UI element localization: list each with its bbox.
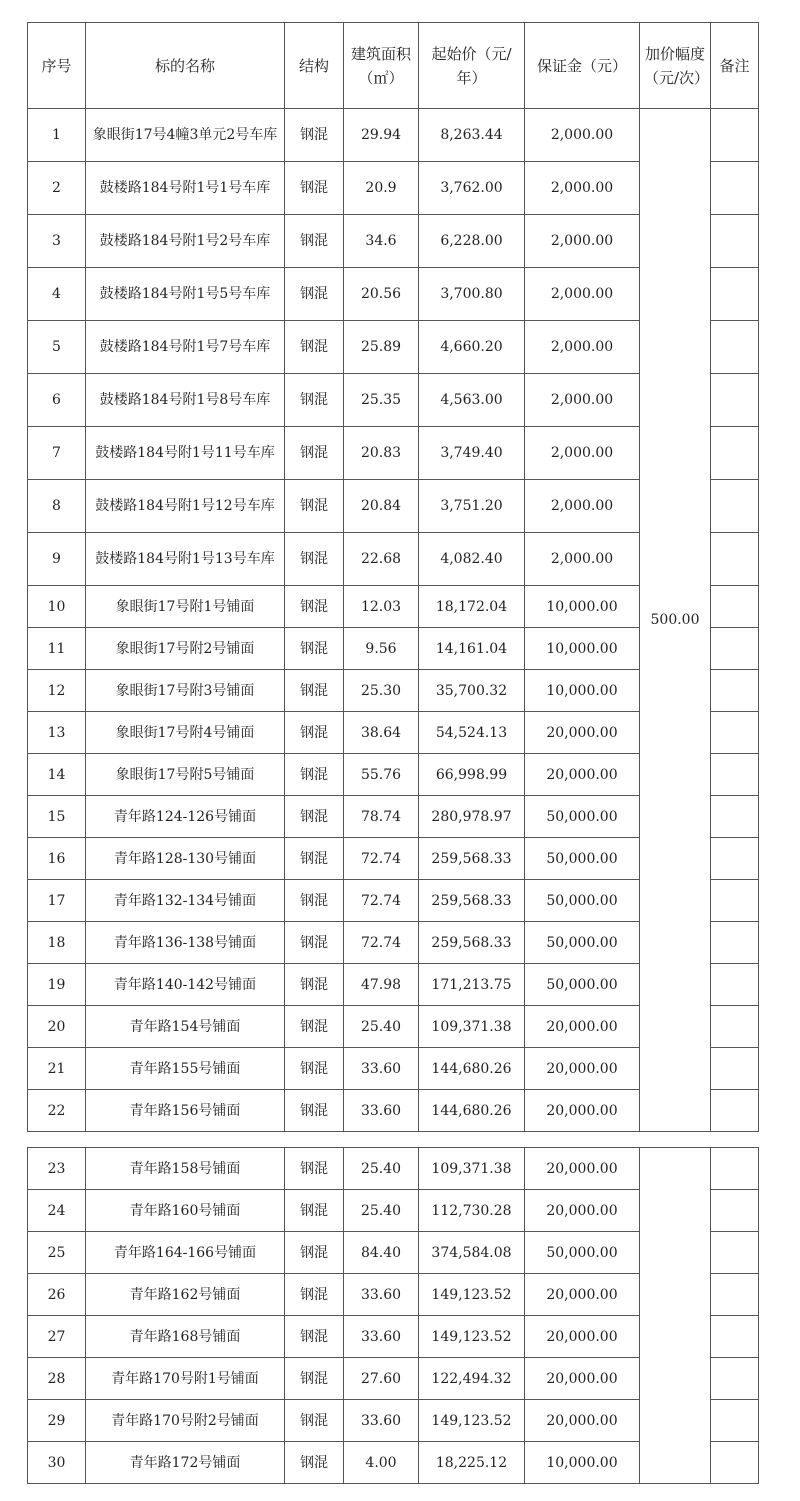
cell-deposit: 50,000.00 — [525, 796, 640, 838]
cell-area: 33.60 — [344, 1400, 419, 1442]
cell-name: 鼓楼路184号附1号1号车库 — [86, 162, 285, 215]
cell-name: 青年路164-166号铺面 — [86, 1232, 285, 1274]
cell-structure: 钢混 — [285, 670, 344, 712]
cell-deposit: 50,000.00 — [525, 922, 640, 964]
cell-no: 8 — [28, 480, 86, 533]
cell-remark — [711, 1358, 759, 1400]
cell-name: 象眼街17号附2号铺面 — [86, 628, 285, 670]
header-deposit: 保证金（元） — [525, 23, 640, 109]
cell-structure: 钢混 — [285, 754, 344, 796]
cell-structure: 钢混 — [285, 162, 344, 215]
cell-deposit: 10,000.00 — [525, 628, 640, 670]
cell-no: 14 — [28, 754, 86, 796]
cell-start-price: 14,161.04 — [419, 628, 525, 670]
cell-no: 20 — [28, 1006, 86, 1048]
cell-area: 20.84 — [344, 480, 419, 533]
header-increment: 加价幅度（元/次） — [640, 23, 711, 109]
cell-deposit: 20,000.00 — [525, 1358, 640, 1400]
cell-name: 鼓楼路184号附1号8号车库 — [86, 374, 285, 427]
cell-no: 3 — [28, 215, 86, 268]
cell-structure: 钢混 — [285, 374, 344, 427]
cell-remark — [711, 1048, 759, 1090]
cell-start-price: 18,225.12 — [419, 1442, 525, 1484]
cell-name: 青年路155号铺面 — [86, 1048, 285, 1090]
cell-remark — [711, 374, 759, 427]
cell-structure: 钢混 — [285, 427, 344, 480]
cell-remark — [711, 162, 759, 215]
cell-start-price: 3,751.20 — [419, 480, 525, 533]
cell-name: 鼓楼路184号附1号11号车库 — [86, 427, 285, 480]
cell-no: 17 — [28, 880, 86, 922]
cell-area: 33.60 — [344, 1048, 419, 1090]
cell-no: 26 — [28, 1274, 86, 1316]
cell-structure: 钢混 — [285, 268, 344, 321]
cell-area: 22.68 — [344, 533, 419, 586]
cell-start-price: 112,730.28 — [419, 1190, 525, 1232]
cell-remark — [711, 1006, 759, 1048]
header-no: 序号 — [28, 23, 86, 109]
cell-no: 28 — [28, 1358, 86, 1400]
cell-remark — [711, 1316, 759, 1358]
cell-start-price: 3,749.40 — [419, 427, 525, 480]
cell-structure: 钢混 — [285, 1190, 344, 1232]
cell-remark — [711, 1190, 759, 1232]
cell-start-price: 144,680.26 — [419, 1090, 525, 1132]
cell-deposit: 2,000.00 — [525, 268, 640, 321]
cell-no: 7 — [28, 427, 86, 480]
cell-structure: 钢混 — [285, 321, 344, 374]
cell-name: 青年路156号铺面 — [86, 1090, 285, 1132]
cell-no: 13 — [28, 712, 86, 754]
cell-deposit: 2,000.00 — [525, 374, 640, 427]
cell-area: 72.74 — [344, 880, 419, 922]
cell-deposit: 10,000.00 — [525, 670, 640, 712]
cell-deposit: 2,000.00 — [525, 480, 640, 533]
cell-structure: 钢混 — [285, 628, 344, 670]
cell-area: 20.83 — [344, 427, 419, 480]
cell-start-price: 35,700.32 — [419, 670, 525, 712]
table-row — [28, 109, 759, 162]
table-body-part-2 — [28, 1148, 759, 1484]
cell-structure: 钢混 — [285, 1148, 344, 1190]
table-row — [28, 1148, 759, 1190]
cell-no: 22 — [28, 1090, 86, 1132]
cell-start-price: 109,371.38 — [419, 1148, 525, 1190]
cell-remark — [711, 838, 759, 880]
lot-table-part-2 — [27, 1147, 759, 1484]
cell-name: 青年路154号铺面 — [86, 1006, 285, 1048]
cell-name: 鼓楼路184号附1号12号车库 — [86, 480, 285, 533]
cell-structure: 钢混 — [285, 1006, 344, 1048]
cell-structure: 钢混 — [285, 922, 344, 964]
cell-remark — [711, 964, 759, 1006]
cell-area: 72.74 — [344, 838, 419, 880]
cell-name: 鼓楼路184号附1号5号车库 — [86, 268, 285, 321]
cell-no: 21 — [28, 1048, 86, 1090]
cell-name: 象眼街17号4幢3单元2号车库 — [86, 109, 285, 162]
cell-remark — [711, 586, 759, 628]
cell-deposit: 20,000.00 — [525, 1316, 640, 1358]
cell-start-price: 259,568.33 — [419, 880, 525, 922]
cell-remark — [711, 480, 759, 533]
cell-area: 33.60 — [344, 1316, 419, 1358]
cell-deposit: 20,000.00 — [525, 1148, 640, 1190]
cell-deposit: 2,000.00 — [525, 109, 640, 162]
cell-remark — [711, 321, 759, 374]
cell-start-price: 66,998.99 — [419, 754, 525, 796]
cell-deposit: 2,000.00 — [525, 162, 640, 215]
cell-area: 25.40 — [344, 1148, 419, 1190]
cell-name: 象眼街17号附5号铺面 — [86, 754, 285, 796]
cell-start-price: 144,680.26 — [419, 1048, 525, 1090]
cell-remark — [711, 1400, 759, 1442]
cell-structure: 钢混 — [285, 1048, 344, 1090]
cell-structure: 钢混 — [285, 1400, 344, 1442]
cell-remark — [711, 533, 759, 586]
cell-structure: 钢混 — [285, 1442, 344, 1484]
table-body-part-1 — [28, 109, 759, 1132]
cell-remark — [711, 109, 759, 162]
cell-no: 10 — [28, 586, 86, 628]
cell-structure: 钢混 — [285, 215, 344, 268]
cell-name: 青年路160号铺面 — [86, 1190, 285, 1232]
cell-area: 27.60 — [344, 1358, 419, 1400]
cell-area: 25.30 — [344, 670, 419, 712]
cell-remark — [711, 712, 759, 754]
cell-structure: 钢混 — [285, 712, 344, 754]
cell-remark — [711, 628, 759, 670]
cell-no: 12 — [28, 670, 86, 712]
cell-no: 23 — [28, 1148, 86, 1190]
cell-name: 青年路158号铺面 — [86, 1148, 285, 1190]
cell-name: 青年路140-142号铺面 — [86, 964, 285, 1006]
header-area: 建筑面积（㎡） — [344, 23, 419, 109]
cell-structure: 钢混 — [285, 880, 344, 922]
cell-structure: 钢混 — [285, 533, 344, 586]
cell-start-price: 3,762.00 — [419, 162, 525, 215]
cell-area: 84.40 — [344, 1232, 419, 1274]
cell-no: 27 — [28, 1316, 86, 1358]
cell-area: 72.74 — [344, 922, 419, 964]
cell-deposit: 20,000.00 — [525, 1190, 640, 1232]
cell-remark — [711, 1232, 759, 1274]
cell-no: 24 — [28, 1190, 86, 1232]
cell-deposit: 50,000.00 — [525, 838, 640, 880]
cell-start-price: 4,660.20 — [419, 321, 525, 374]
cell-deposit: 20,000.00 — [525, 1090, 640, 1132]
cell-start-price: 259,568.33 — [419, 922, 525, 964]
cell-structure: 钢混 — [285, 1232, 344, 1274]
cell-deposit: 20,000.00 — [525, 1006, 640, 1048]
cell-area: 33.60 — [344, 1090, 419, 1132]
cell-structure: 钢混 — [285, 109, 344, 162]
cell-structure: 钢混 — [285, 964, 344, 1006]
cell-remark — [711, 1274, 759, 1316]
cell-area: 25.35 — [344, 374, 419, 427]
cell-no: 4 — [28, 268, 86, 321]
cell-start-price: 109,371.38 — [419, 1006, 525, 1048]
cell-area: 9.56 — [344, 628, 419, 670]
lot-table-part-1 — [27, 22, 759, 1132]
cell-no: 11 — [28, 628, 86, 670]
cell-start-price: 18,172.04 — [419, 586, 525, 628]
cell-start-price: 122,494.32 — [419, 1358, 525, 1400]
cell-remark — [711, 796, 759, 838]
cell-name: 青年路132-134号铺面 — [86, 880, 285, 922]
cell-no: 19 — [28, 964, 86, 1006]
cell-structure: 钢混 — [285, 1274, 344, 1316]
cell-area: 47.98 — [344, 964, 419, 1006]
cell-name: 象眼街17号附3号铺面 — [86, 670, 285, 712]
cell-name: 青年路124-126号铺面 — [86, 796, 285, 838]
cell-deposit: 10,000.00 — [525, 1442, 640, 1484]
cell-area: 12.03 — [344, 586, 419, 628]
cell-deposit: 50,000.00 — [525, 880, 640, 922]
cell-deposit: 50,000.00 — [525, 964, 640, 1006]
cell-no: 9 — [28, 533, 86, 586]
cell-remark — [711, 1442, 759, 1484]
cell-area: 29.94 — [344, 109, 419, 162]
cell-deposit: 20,000.00 — [525, 712, 640, 754]
cell-name: 青年路172号铺面 — [86, 1442, 285, 1484]
cell-area: 38.64 — [344, 712, 419, 754]
cell-area: 4.00 — [344, 1442, 419, 1484]
cell-remark — [711, 880, 759, 922]
cell-start-price: 259,568.33 — [419, 838, 525, 880]
cell-no: 15 — [28, 796, 86, 838]
cell-no: 25 — [28, 1232, 86, 1274]
cell-deposit: 2,000.00 — [525, 215, 640, 268]
cell-name: 青年路136-138号铺面 — [86, 922, 285, 964]
cell-structure: 钢混 — [285, 1090, 344, 1132]
cell-name: 青年路170号附2号铺面 — [86, 1400, 285, 1442]
cell-area: 25.40 — [344, 1190, 419, 1232]
cell-name: 鼓楼路184号附1号13号车库 — [86, 533, 285, 586]
cell-area: 34.6 — [344, 215, 419, 268]
cell-remark — [711, 268, 759, 321]
cell-no: 1 — [28, 109, 86, 162]
cell-start-price: 374,584.08 — [419, 1232, 525, 1274]
cell-no: 18 — [28, 922, 86, 964]
cell-remark — [711, 670, 759, 712]
cell-deposit: 2,000.00 — [525, 321, 640, 374]
cell-increment — [640, 1148, 711, 1484]
cell-remark — [711, 427, 759, 480]
cell-name: 青年路170号附1号铺面 — [86, 1358, 285, 1400]
cell-no: 29 — [28, 1400, 86, 1442]
cell-name: 象眼街17号附4号铺面 — [86, 712, 285, 754]
cell-structure: 钢混 — [285, 1316, 344, 1358]
cell-structure: 钢混 — [285, 838, 344, 880]
cell-remark — [711, 1090, 759, 1132]
cell-name: 青年路128-130号铺面 — [86, 838, 285, 880]
header-remark: 备注 — [711, 23, 759, 109]
cell-deposit: 20,000.00 — [525, 754, 640, 796]
cell-area: 78.74 — [344, 796, 419, 838]
cell-start-price: 8,263.44 — [419, 109, 525, 162]
cell-no: 2 — [28, 162, 86, 215]
cell-start-price: 54,524.13 — [419, 712, 525, 754]
cell-area: 25.89 — [344, 321, 419, 374]
cell-deposit: 20,000.00 — [525, 1274, 640, 1316]
cell-remark — [711, 1148, 759, 1190]
cell-structure: 钢混 — [285, 1358, 344, 1400]
cell-name: 鼓楼路184号附1号2号车库 — [86, 215, 285, 268]
cell-start-price: 4,563.00 — [419, 374, 525, 427]
cell-structure: 钢混 — [285, 480, 344, 533]
cell-start-price: 149,123.52 — [419, 1400, 525, 1442]
cell-area: 20.9 — [344, 162, 419, 215]
cell-start-price: 6,228.00 — [419, 215, 525, 268]
cell-deposit: 2,000.00 — [525, 427, 640, 480]
header-row — [28, 23, 759, 109]
cell-start-price: 4,082.40 — [419, 533, 525, 586]
cell-deposit: 50,000.00 — [525, 1232, 640, 1274]
cell-increment: 500.00 — [640, 109, 711, 1132]
cell-name: 象眼街17号附1号铺面 — [86, 586, 285, 628]
cell-structure: 钢混 — [285, 796, 344, 838]
cell-area: 55.76 — [344, 754, 419, 796]
header-structure: 结构 — [285, 23, 344, 109]
cell-name: 鼓楼路184号附1号7号车库 — [86, 321, 285, 374]
cell-structure: 钢混 — [285, 586, 344, 628]
cell-start-price: 149,123.52 — [419, 1274, 525, 1316]
cell-deposit: 20,000.00 — [525, 1048, 640, 1090]
cell-name: 青年路162号铺面 — [86, 1274, 285, 1316]
cell-area: 20.56 — [344, 268, 419, 321]
cell-name: 青年路168号铺面 — [86, 1316, 285, 1358]
cell-remark — [711, 754, 759, 796]
header-start-price: 起始价（元/年） — [419, 23, 525, 109]
cell-start-price: 149,123.52 — [419, 1316, 525, 1358]
cell-start-price: 280,978.97 — [419, 796, 525, 838]
cell-area: 33.60 — [344, 1274, 419, 1316]
cell-deposit: 2,000.00 — [525, 533, 640, 586]
cell-no: 5 — [28, 321, 86, 374]
cell-area: 25.40 — [344, 1006, 419, 1048]
cell-start-price: 3,700.80 — [419, 268, 525, 321]
header-name: 标的名称 — [86, 23, 285, 109]
cell-remark — [711, 922, 759, 964]
cell-no: 6 — [28, 374, 86, 427]
cell-no: 16 — [28, 838, 86, 880]
cell-deposit: 10,000.00 — [525, 586, 640, 628]
cell-deposit: 20,000.00 — [525, 1400, 640, 1442]
cell-no: 30 — [28, 1442, 86, 1484]
cell-start-price: 171,213.75 — [419, 964, 525, 1006]
cell-remark — [711, 215, 759, 268]
